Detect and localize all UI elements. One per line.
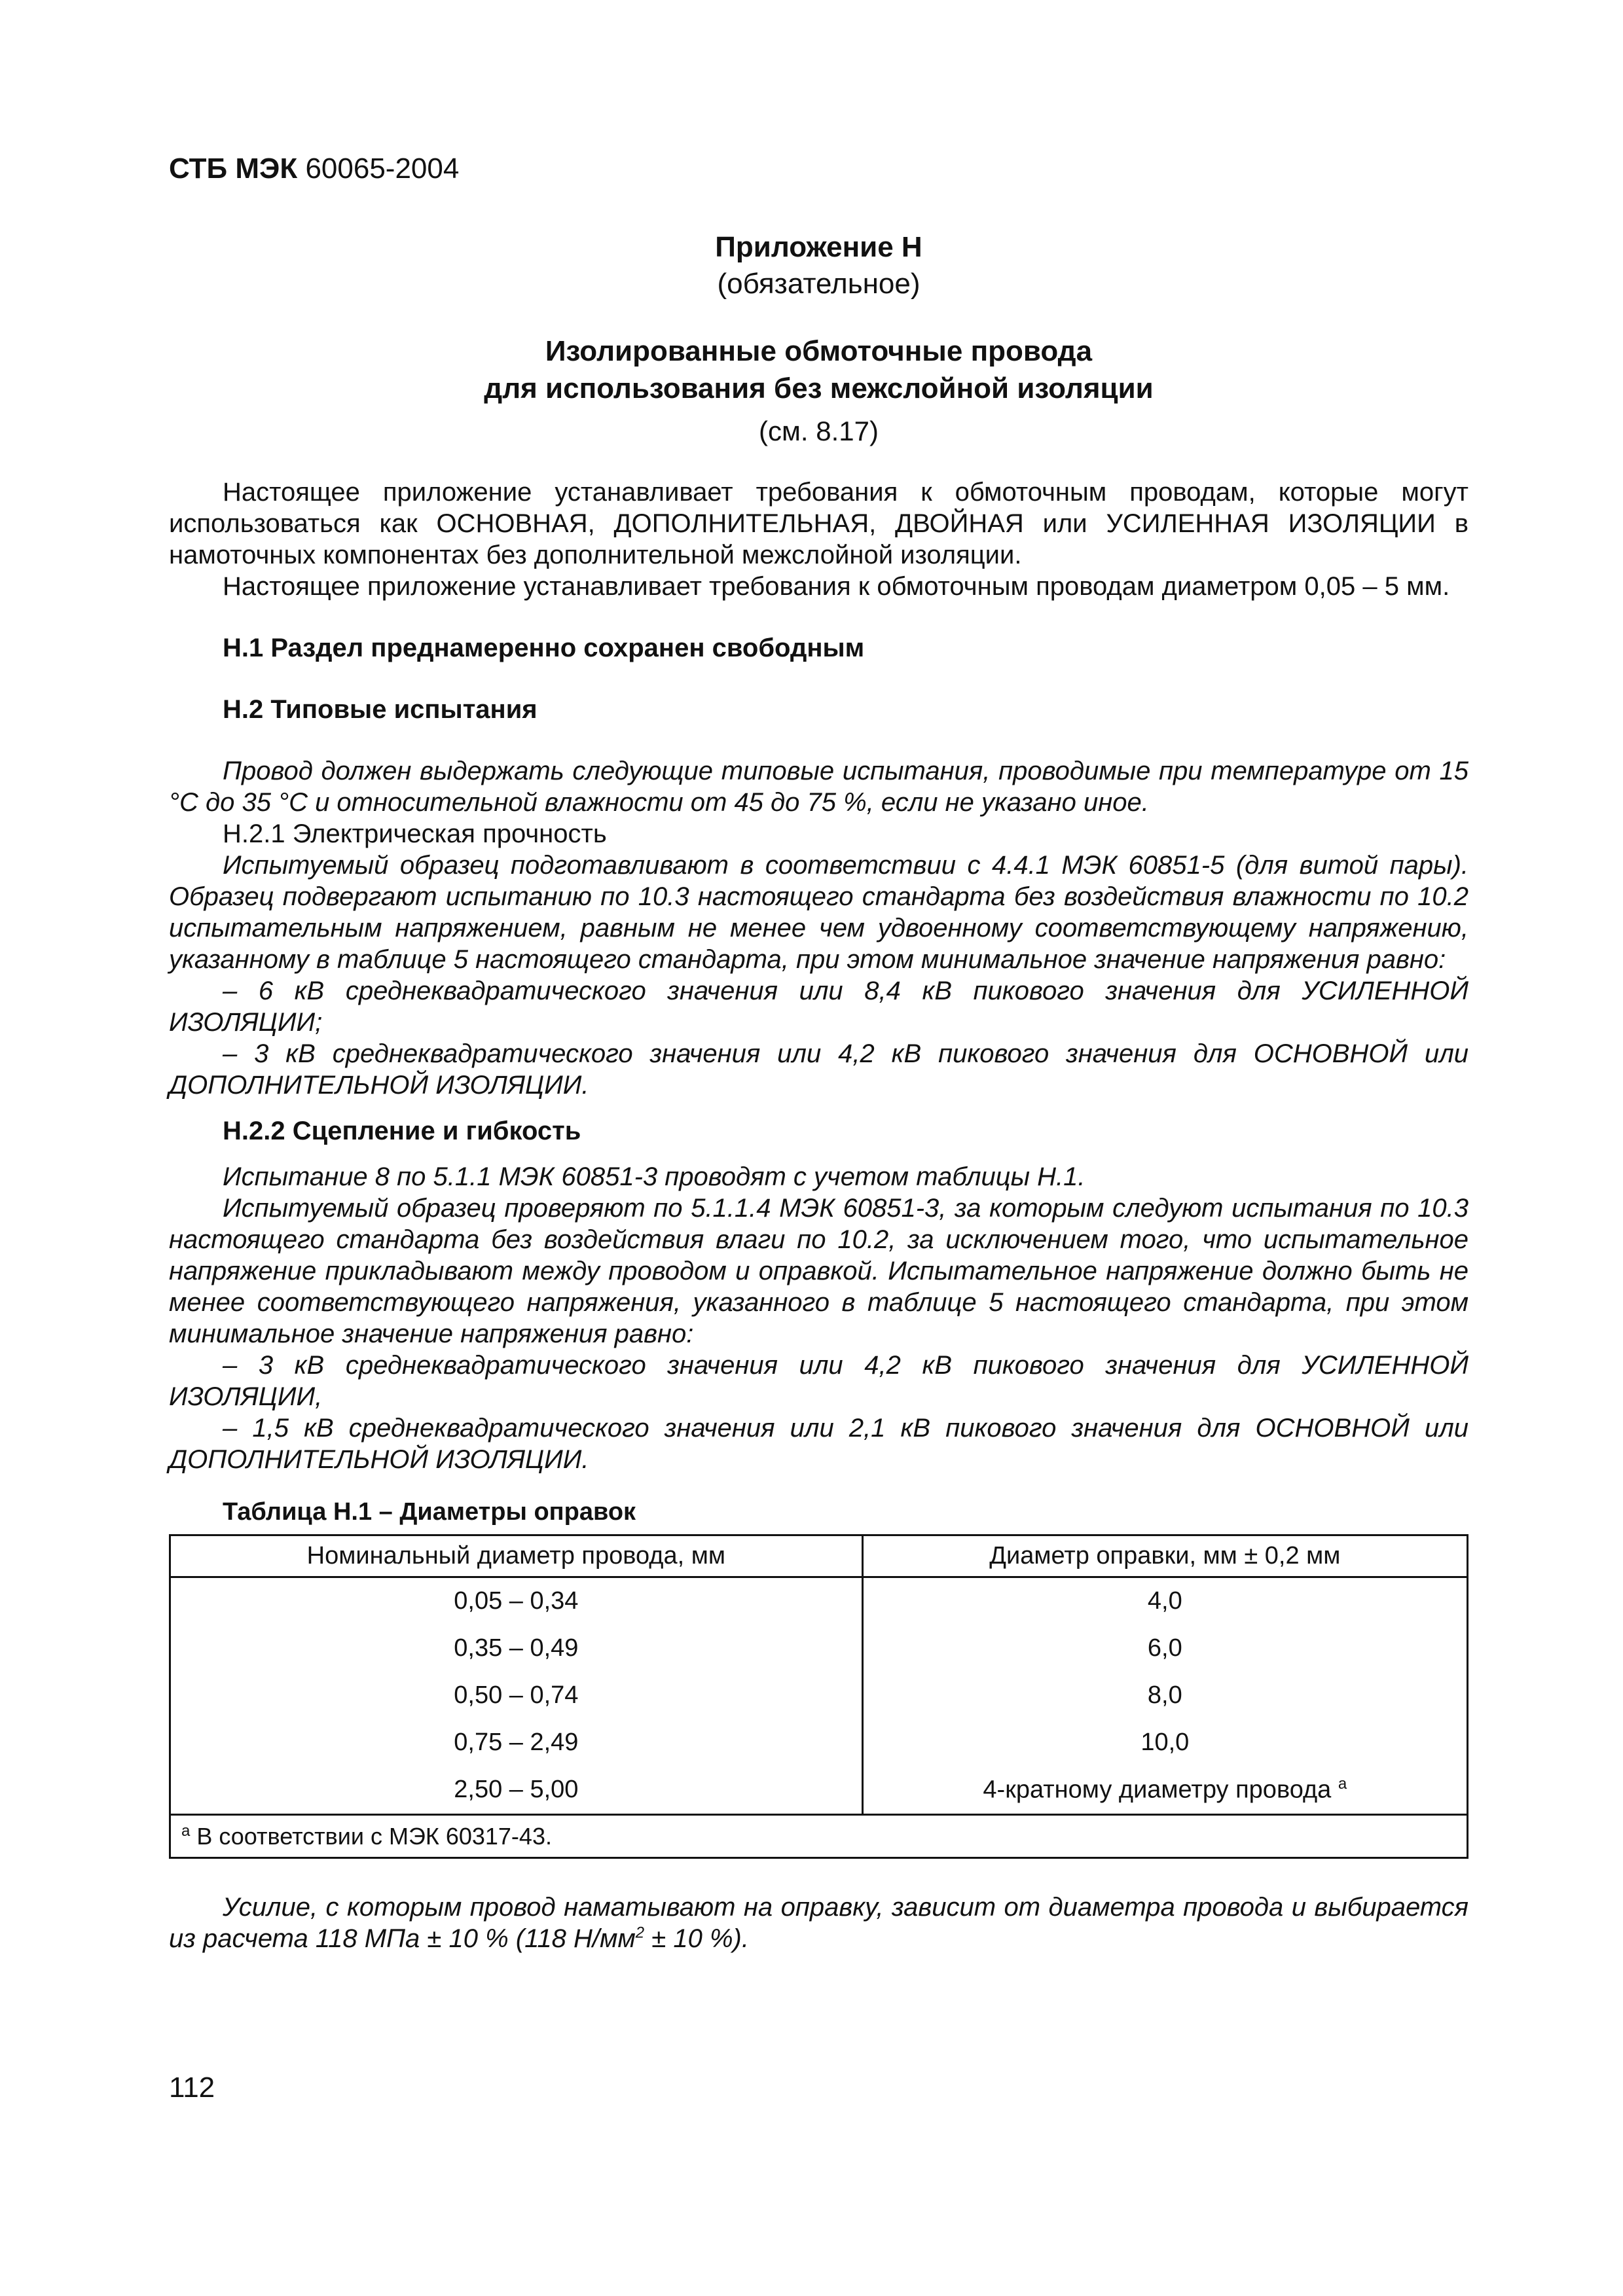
section-h21-text: Испытуемый образец подготавливают в соответствии с 4.4.1 МЭК 60851-5 (для витой пары). Образец подвергают испытанию по 10.3 настоящего стандарта без воздействия влажности по 10.2 испытательным напряжением, равным не менее чем удвоенному соответствующему напряжению, указанному в таблице 5 настоящего стандарта, при этом минимальное значение напряжения равно: <box>169 851 1468 974</box>
annex-main-title-line2: для использования без межслойной изоляции <box>484 372 1154 405</box>
table-cell-mandrel: 6,0 <box>862 1625 1467 1672</box>
intro-paragraph-2: Настоящее приложение устанавливает требования к обмоточным проводам диаметром 0,05 – 5 мм. <box>223 572 1450 601</box>
section-h1-heading: Н.1 Раздел преднамеренно сохранен свободным <box>223 634 865 662</box>
table-cell-mandrel-text: 4-кратному диаметру провода <box>983 1776 1332 1804</box>
table-row <box>170 1719 1468 1767</box>
standard-prefix: СТБ МЭК <box>169 152 298 185</box>
table-cell-mandrel: 4,0 <box>862 1577 1467 1626</box>
final-paragraph-superscript: 2 <box>635 1924 645 1943</box>
final-paragraph-text: Усилие, с которым провод наматывают на оправку, зависит от диаметра провода и выбирается из расчета 118 МПа ± 10 % (118 Н/мм <box>169 1893 1468 1954</box>
section-h22-item-2: – 1,5 кВ среднеквадратического значения или 2,1 кВ пикового значения для ОСНОВНОЙ или ДОПОЛНИТЕЛЬНОЙ ИЗОЛЯЦИИ. <box>169 1414 1468 1474</box>
table-cell-mandrel: 10,0 <box>862 1719 1467 1767</box>
section-h22-item-1: – 3 кВ среднеквадратического значения или 4,2 кВ пикового значения для УСИЛЕННОЙ ИЗОЛЯЦИИ, <box>169 1351 1468 1411</box>
annex-main-title-line1: Изолированные обмоточные провода <box>545 335 1093 367</box>
section-h22-text-2: Испытуемый образец проверяют по 5.1.1.4 МЭК 60851-3, за которым следуют испытания по 10.3 настоящего стандарта без воздействия влаги по 10.2, за исключением того, что испытательное напряжение прикладывают между проводом и оправкой. Испытательное напряжение должно быть не менее соответствующего напряжения, указанного в таблице 5 настоящего стандарта, при этом минимальное значение напряжения равно: <box>169 1194 1468 1348</box>
mandrel-diameter-table <box>169 1534 1468 1859</box>
page-number: 112 <box>169 2072 215 2104</box>
table-row <box>170 1672 1468 1719</box>
table-cell-mandrel <box>862 1767 1467 1815</box>
table-row <box>170 1625 1468 1672</box>
section-h21-item-2: – 3 кВ среднеквадратического значения или 4,2 кВ пикового значения для ОСНОВНОЙ или ДОПОЛНИТЕЛЬНОЙ ИЗОЛЯЦИИ. <box>169 1039 1468 1100</box>
table-header-wire-diameter: Номинальный диаметр провода, мм <box>170 1535 863 1577</box>
table-caption: Таблица Н.1 – Диаметры оправок <box>223 1498 636 1526</box>
table-row <box>170 1577 1468 1626</box>
table-cell-wire: 0,75 – 2,49 <box>170 1719 863 1767</box>
see-reference: (см. 8.17) <box>759 416 879 446</box>
table-cell-wire: 0,50 – 0,74 <box>170 1672 863 1719</box>
section-h2-text: Провод должен выдержать следующие типовые испытания, проводимые при температуре от 15 °С до 35 °С и относительной влажности от 45 до 75 %, если не указано иное. <box>169 757 1468 817</box>
table-footnote-mark: а <box>181 1822 191 1840</box>
table-footnote <box>170 1815 1468 1858</box>
final-paragraph-text-end: ± 10 %). <box>644 1924 749 1954</box>
section-h2-heading: Н.2 Типовые испытания <box>223 695 538 724</box>
table-cell-wire: 2,50 – 5,00 <box>170 1767 863 1815</box>
table-row <box>170 1767 1468 1815</box>
table-header-row <box>170 1535 1468 1577</box>
final-paragraph <box>169 1892 1468 1954</box>
footnote-mark: а <box>1338 1775 1347 1793</box>
table-cell-mandrel: 8,0 <box>862 1672 1467 1719</box>
annex-main-title <box>169 332 1468 407</box>
table-header-mandrel-diameter: Диаметр оправки, мм ± 0,2 мм <box>862 1535 1467 1577</box>
annex-title: Приложение Н <box>715 231 922 263</box>
table-cell-wire: 0,05 – 0,34 <box>170 1577 863 1626</box>
document-body <box>169 476 1468 1954</box>
section-h22-text-1: Испытание 8 по 5.1.1 МЭК 60851-3 проводят с учетом таблицы Н.1. <box>223 1162 1085 1191</box>
standard-number: 60065-2004 <box>297 152 460 185</box>
section-h21-item-1: – 6 кВ среднеквадратического значения или 8,4 кВ пикового значения для УСИЛЕННОЙ ИЗОЛЯЦИИ; <box>169 977 1468 1037</box>
table-footnote-row <box>170 1815 1468 1858</box>
section-h22-heading: Н.2.2 Сцепление и гибкость <box>223 1117 581 1145</box>
document-header <box>169 152 459 187</box>
intro-paragraph-1: Настоящее приложение устанавливает требования к обмоточным проводам, которые могут использоваться как ОСНОВНАЯ, ДОПОЛНИТЕЛЬНАЯ, ДВОЙНАЯ или УСИЛЕННАЯ ИЗОЛЯЦИИ в намоточных компонентах без дополнительной межслойной изоляции. <box>169 478 1468 569</box>
table-footnote-text: В соответствии с МЭК 60317-43. <box>190 1823 552 1850</box>
section-h21-heading: Н.2.1 Электрическая прочность <box>223 819 607 848</box>
annex-status: (обязательное) <box>717 268 921 300</box>
table-cell-wire: 0,35 – 0,49 <box>170 1625 863 1672</box>
